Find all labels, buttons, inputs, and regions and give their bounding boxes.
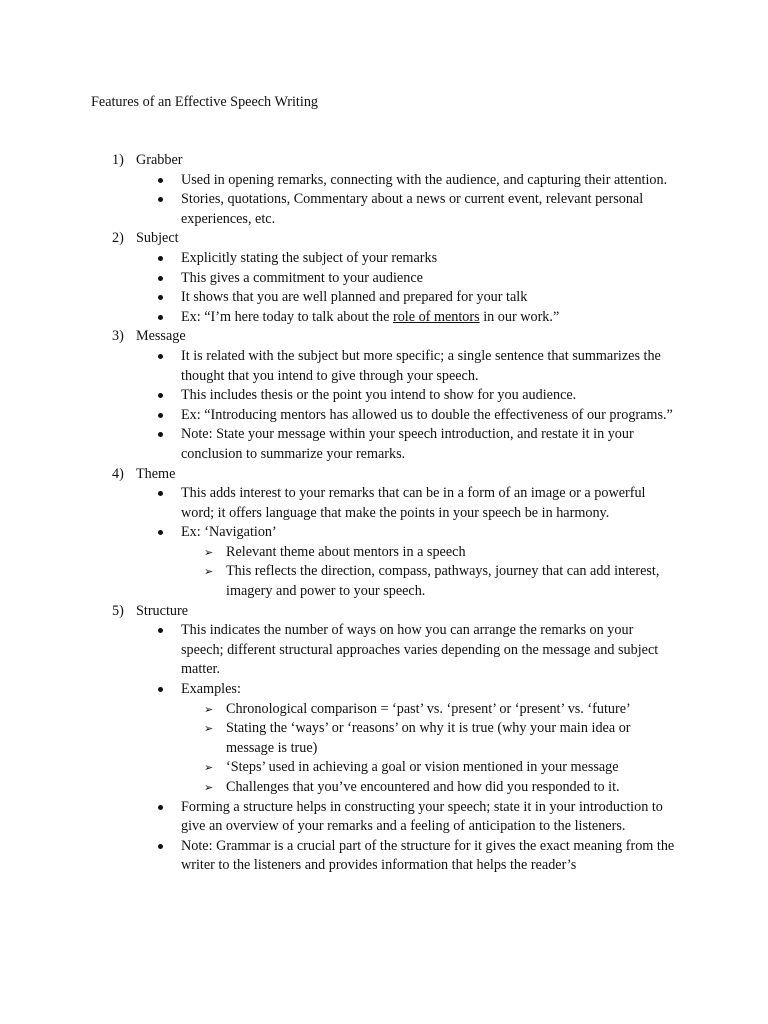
sub-list-item: ➢ Chronological comparison = ‘past’ vs. ‘present’ or ‘present’ vs. ‘future’	[0, 700, 676, 720]
list-item: Explicitly stating the subject of your remarks	[0, 249, 676, 269]
bullet-icon	[158, 628, 163, 633]
bullet-icon	[158, 315, 163, 320]
bullet-icon	[158, 354, 163, 359]
bullet-icon	[158, 491, 163, 496]
bullet-icon	[158, 805, 163, 810]
list-item: This gives a commitment to your audience	[0, 269, 676, 289]
section-heading: Theme	[136, 465, 176, 482]
sub-list-item: ➢ Challenges that you’ve encountered and how did you responded to it.	[0, 778, 676, 798]
document-body	[0, 151, 768, 876]
sub-list-item: ➢ ‘Steps’ used in achieving a goal or vision mentioned in your message	[0, 758, 676, 778]
arrow-bullet-icon: ➢	[204, 545, 214, 559]
arrow-bullet-icon: ➢	[204, 722, 214, 736]
example-text-start: Ex: “I’m here today to talk about the	[181, 308, 393, 325]
bullet-icon	[158, 530, 163, 535]
section-number: 2)	[112, 230, 124, 247]
section-grabber	[0, 151, 768, 229]
arrow-bullet-icon: ➢	[204, 565, 214, 579]
list-item: Ex: ‘Navigation’	[0, 523, 676, 543]
section-heading: Message	[136, 328, 186, 345]
section-structure	[0, 602, 768, 876]
list-item: Examples:	[0, 680, 676, 700]
section-subject	[0, 229, 768, 327]
list-item: This adds interest to your remarks that can be in a form of an image or a powerful word; it offers language that make the points in your speech be in harmony.	[0, 484, 676, 523]
sub-list-item: ➢ Relevant theme about mentors in a speech	[0, 543, 676, 563]
list-item: This indicates the number of ways on how you can arrange the remarks on your speech; different structural approaches varies depending on the message and subject matter.	[0, 621, 676, 680]
bullet-icon	[158, 276, 163, 281]
example-text-end: in our work.”	[479, 308, 560, 325]
list-item: Used in opening remarks, connecting with the audience, and capturing their attention.	[0, 171, 676, 191]
section-heading: Structure	[136, 602, 189, 619]
arrow-bullet-icon: ➢	[204, 761, 214, 775]
bullet-icon	[158, 432, 163, 437]
sub-list-item: ➢ Stating the ‘ways’ or ‘reasons’ on why it is true (why your main idea or message is true)	[204, 720, 631, 756]
list-item: Forming a structure helps in constructing your speech; state it in your introduction to give an overview of your remarks and a feeling of anticipation to the listeners.	[0, 798, 676, 837]
section-number: 4)	[112, 465, 124, 482]
section-number: 3)	[112, 328, 124, 345]
list-item: This includes thesis or the point you intend to show for you audience.	[0, 386, 676, 406]
section-number: 1)	[112, 152, 124, 168]
list-item: Stories, quotations, Commentary about a news or current event, relevant personal experiences, etc.	[0, 190, 676, 229]
list-item: Note: State your message within your speech introduction, and restate it in your conclusion to summarize your remarks.	[0, 425, 676, 464]
bullet-icon	[158, 178, 163, 183]
bullet-icon	[158, 687, 163, 692]
document-title: Features of an Effective Speech Writing	[91, 94, 319, 110]
bullet-icon	[158, 256, 163, 261]
list-item-example	[0, 308, 676, 328]
section-theme	[0, 465, 768, 602]
list-item: It shows that you are well planned and prepared for your talk	[0, 288, 676, 308]
section-message	[0, 327, 768, 464]
bullet-icon	[158, 844, 163, 849]
sub-list-item: ➢ This reflects the direction, compass, pathways, journey that can add interest, imagery and power to your speech.	[204, 563, 660, 600]
bullet-icon	[158, 295, 163, 300]
section-heading: Grabber	[136, 152, 183, 168]
list-item: It is related with the subject but more specific; a single sentence that summarizes the thought that you intend to give through your speech.	[0, 347, 676, 386]
underlined-phrase: role of mentors	[392, 308, 480, 325]
arrow-bullet-icon: ➢	[204, 702, 214, 716]
arrow-bullet-icon: ➢	[204, 781, 214, 794]
bullet-icon	[158, 197, 163, 202]
list-item: Ex: “Introducing mentors has allowed us to double the effectiveness of our programs.”	[0, 406, 676, 426]
bullet-icon	[158, 393, 163, 398]
list-item: Note: Grammar is a crucial part of the structure for it gives the exact meaning from the writer to the listeners and provides information that helps the reader’s	[0, 837, 676, 876]
bullet-icon	[158, 413, 163, 418]
section-number: 5)	[112, 602, 124, 619]
section-heading: Subject	[136, 230, 179, 247]
